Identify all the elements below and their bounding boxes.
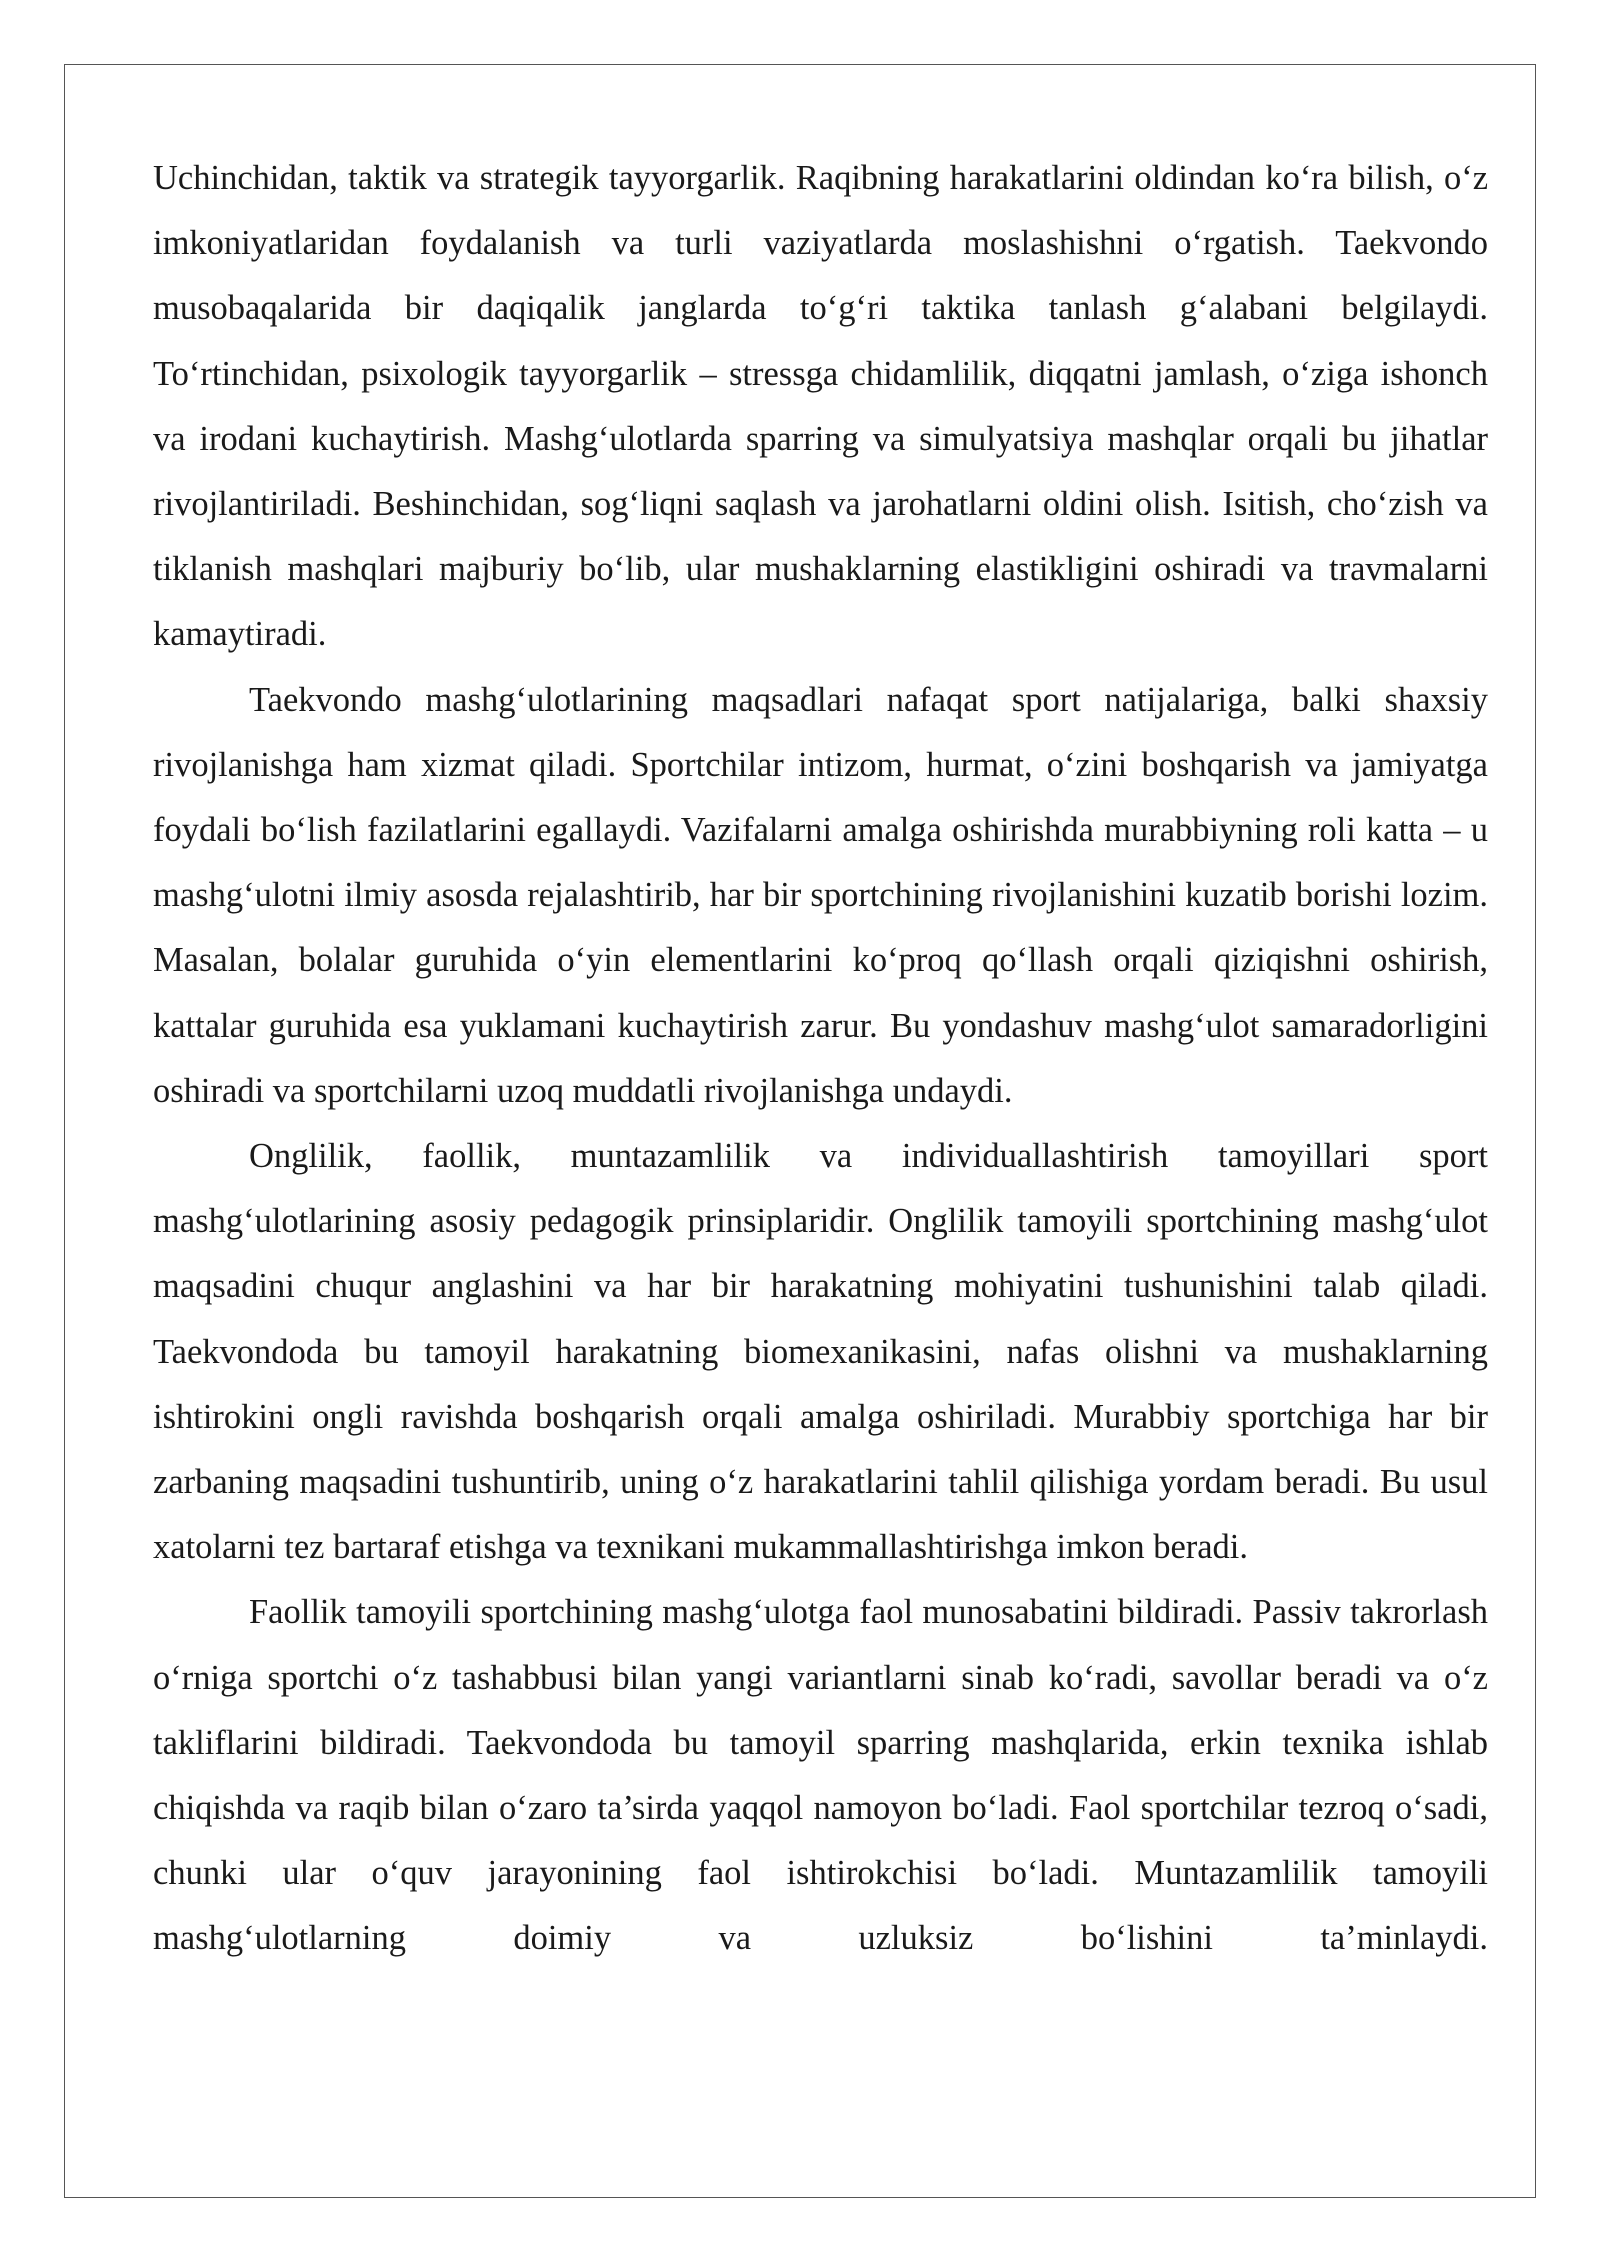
text-line: Taekvondo mashg‘ulotlarining maqsadlari nafaqat sport natijalariga, balki (249, 680, 1361, 719)
text-line: beradi va o‘z takliflarini bildiradi. Taekvondoda bu tamoyil sparring mashqlarida, erkin (153, 1658, 1488, 1762)
text-line: zarur. Bu yondashuv mashg‘ulot samaradorligini oshiradi va sportchilarni uzoq (153, 1006, 1488, 1110)
paragraph-2 (153, 668, 1488, 1124)
text-line: va jamiyatga foydali bo‘lish fazilatlarini egallaydi. Vazifalarni amalga oshirishda (153, 745, 1488, 850)
text-line: Faollik tamoyili sportchining mashg‘ulotga faol munosabatini bildiradi. Passiv (249, 1593, 1341, 1632)
text-line: ko‘proq qo‘llash orqali qiziqishni oshirish, kattalar guruhida esa yuklamani kuchaytirish (153, 941, 1489, 1045)
text-line: texnika ishlab chiqishda va raqib bilan o‘zaro ta’sirda yaqqol namoyon bo‘ladi. Faol (153, 1723, 1489, 1828)
text-line: muddatli rivojlanishga undaydi. (572, 1071, 1013, 1110)
text-line: sportchilar tezroq o‘sadi, chunki ular o‘quv jarayonining faol ishtirokchisi bo‘ladi. (153, 1789, 1488, 1893)
text-line: belgilaydi. To‘rtinchidan, psixologik tayyorgarlik – stressga chidamlilik, diqqatni (153, 289, 1489, 393)
text-line: mashg‘ulot maqsadini chuqur anglashini va har bir harakatning mohiyatini tushunishini (153, 1202, 1488, 1306)
text-line: mashg‘ulotlarining asosiy pedagogik prinsiplaridir. Onglilik tamoyili sportchining (153, 1202, 1319, 1241)
text-line: mushaklarning elastikligini oshiradi va travmalarni kamaytiradi. (153, 550, 1489, 654)
text-line: jamlash, o‘ziga ishonch va irodani kuchaytirish. Mashg‘ulotlarda sparring va (153, 354, 1488, 458)
text-line: murabbiyning roli katta – u mashg‘ulotni ilmiy asosda rejalashtirib, har bir sportchining (153, 811, 1488, 915)
text-line: mukammallashtirishga imkon beradi. (733, 1528, 1249, 1567)
text-line: talab qiladi. Taekvondoda bu tamoyil harakatning biomexanikasini, nafas olishni va (153, 1267, 1488, 1371)
text-line: Uchinchidan, taktik va strategik tayyorgarlik. Raqibning harakatlarini oldindan ko‘ra (153, 159, 1339, 197)
text-line: Taekvondo musobaqalarida bir daqiqalik janglarda to‘g‘ri taktika tanlash g‘alabani (153, 224, 1488, 328)
text-line: shaxsiy rivojlanishga ham xizmat qiladi. Sportchilar intizom, hurmat, o‘zini boshqarish (153, 680, 1489, 784)
text-line: mushaklarning ishtirokini ongli ravishda boshqarish orqali amalga oshiriladi. Murabbiy (153, 1332, 1489, 1436)
document-body (153, 146, 1488, 1972)
text-line: Muntazamlilik tamoyili mashg‘ulotlarning doimiy va uzluksiz bo‘lishini ta’minlaydi. (153, 1854, 1488, 1958)
text-line: takrorlash o‘rniga sportchi o‘z tashabbusi bilan yangi variantlarni sinab ko‘radi, savollar (153, 1593, 1489, 1697)
text-line: sportchiga har bir zarbaning maqsadini tushuntirib, uning o‘z harakatlarini tahlil (153, 1397, 1488, 1502)
text-line: simulyatsiya mashqlar orqali bu jihatlar rivojlantiriladi. Beshinchidan, sog‘liqni saqlash (153, 419, 1489, 524)
paragraph-1 (153, 146, 1488, 668)
paragraph-3 (153, 1124, 1488, 1580)
text-line: Onglilik, faollik, muntazamlilik va individuallashtirish tamoyillari sport (249, 1137, 1488, 1176)
text-line: bilish, o‘z imkoniyatlaridan foydalanish va turli vaziyatlarda moslashishni o‘rgatish. (153, 159, 1489, 263)
text-line: rivojlanishini kuzatib borishi lozim. Masalan, bolalar guruhida o‘yin elementlarini (153, 876, 1489, 980)
text-line: va jarohatlarni oldini olish. Isitish, cho‘zish va tiklanish mashqlari majburiy bo‘lib, ular (153, 485, 1488, 589)
paragraph-4 (153, 1580, 1488, 1971)
text-line: qilishiga yordam beradi. Bu usul xatolarni tez bartaraf etishga va texnikani (153, 1463, 1488, 1567)
